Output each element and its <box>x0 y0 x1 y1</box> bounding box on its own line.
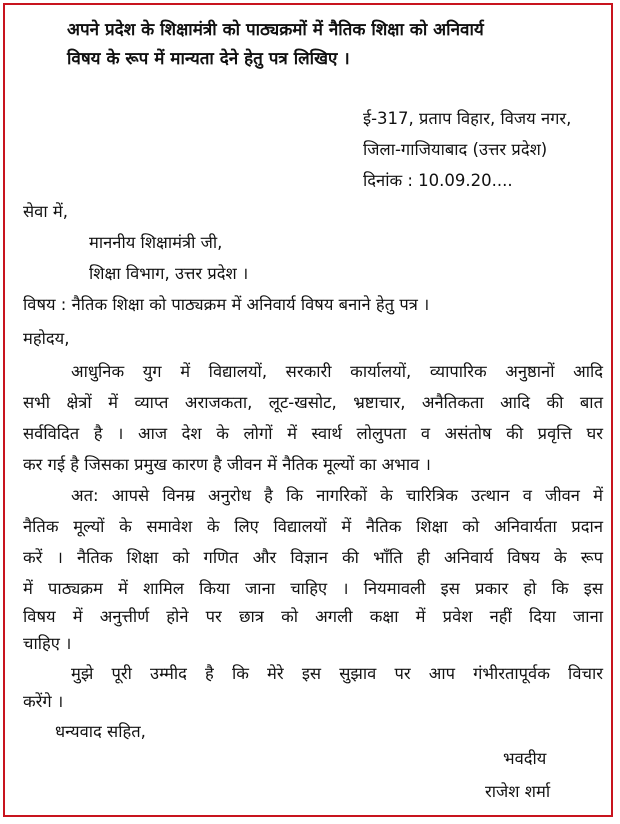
para3-line-2: करेंगे । <box>23 692 64 711</box>
para2-line-1: अत: आपसे विनम्र अनुरोध है कि नागरिकों के चारित्रिक उत्थान व जीवन में <box>71 486 603 505</box>
sender-address-line-1: ई-317, प्रताप विहार, विजय नगर, <box>363 109 572 128</box>
letter-page <box>3 3 613 817</box>
letter-closing: धन्यवाद सहित, <box>55 722 146 741</box>
para3-line-1: मुझे पूरी उम्मीद है कि मेरे इस सुझाव पर आप गंभीरतापूर्वक विचार <box>71 664 603 683</box>
letter-greeting: महोदय, <box>23 329 70 348</box>
sender-name: राजेश शर्मा <box>485 782 551 801</box>
para2-line-6: चाहिए । <box>23 634 72 653</box>
para1-line-3: सर्वविदित है । आज देश के लोगों में स्वार्थ लोलुपता व असंतोष की प्रवृत्ति घर <box>23 424 603 443</box>
letter-title-line-1: अपने प्रदेश के शिक्षामंत्री को पाठ्यक्रमों में नैतिक शिक्षा को अनिवार्य <box>67 20 484 40</box>
letter-title-line-2: विषय के रूप में मान्यता देने हेतु पत्र लिखिए । <box>67 49 350 69</box>
letter-sign-off: भवदीय <box>503 749 547 768</box>
para1-line-2: सभी क्षेत्रों में व्याप्त अराजकता, लूट-खसोट, भ्रष्टाचार, अनैतिकता आदि की बात <box>23 393 603 412</box>
para1-line-4: कर गई है जिसका प्रमुख कारण है जीवन में नैतिक मूल्यों का अभाव । <box>23 455 431 474</box>
sender-address-line-2: जिला-गाजियाबाद (उत्तर प्रदेश) <box>363 140 548 159</box>
recipient-line-1: माननीय शिक्षामंत्री जी, <box>89 233 223 252</box>
para2-line-3: करें । नैतिक शिक्षा को गणित और विज्ञान की भाँति ही अनिवार्य विषय के रूप <box>23 548 603 567</box>
para2-line-5: विषय में अनुत्तीर्ण होने पर छात्र को अगली कक्षा में प्रवेश नहीं दिया जाना <box>23 607 603 626</box>
salutation-to: सेवा में, <box>23 202 68 221</box>
para2-line-4: में पाठ्यक्रम में शामिल किया जाना चाहिए । नियमावली इस प्रकार हो कि इस <box>23 579 603 598</box>
para1-line-1: आधुनिक युग में विद्यालयों, सरकारी कार्यालयों, व्यापारिक अनुष्ठानों आदि <box>71 362 603 381</box>
letter-subject: विषय : नैतिक शिक्षा को पाठ्यक्रम में अनिवार्य विषय बनाने हेतु पत्र । <box>23 295 430 314</box>
recipient-line-2: शिक्षा विभाग, उत्तर प्रदेश । <box>89 264 249 283</box>
letter-date: दिनांक : 10.09.20.... <box>363 171 513 190</box>
para2-line-2: नैतिक मूल्यों के समावेश के लिए विद्यालयों में नैतिक शिक्षा को अनिवार्यता प्रदान <box>23 517 603 536</box>
